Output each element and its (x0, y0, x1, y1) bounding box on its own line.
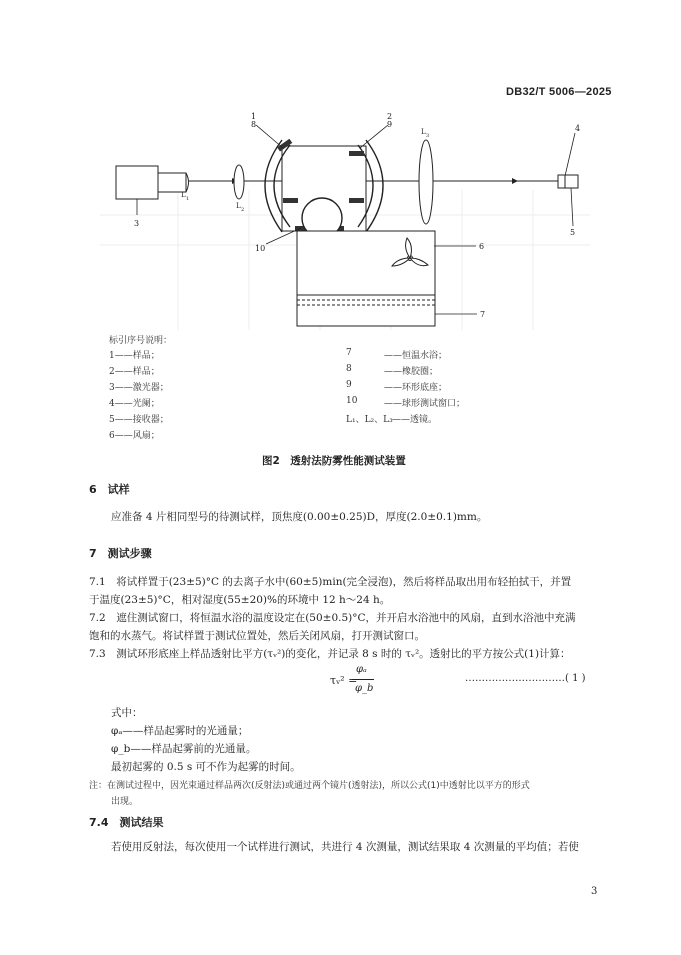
legend-num: 7 (346, 348, 352, 358)
initial-fog-note: 最初起雾的 0.5 s 可不作为起雾的时间。 (111, 761, 301, 773)
legend-text: ——透镜。 (392, 415, 438, 425)
label-4: 4 (575, 124, 581, 133)
definition-phi-b: φ_b——样品起雾前的光通量。 (111, 743, 257, 755)
section-6-text: 应准备 4 片相同型号的待测试样，顶焦度(0.00±0.25)D，厚度(2.0±0.1)mm。 (111, 511, 488, 523)
label-l3: L (421, 128, 426, 136)
lens-l3 (419, 140, 433, 224)
legend-item: 4——光阑； (109, 399, 160, 409)
legend-text: ——球形测试窗口； (384, 399, 466, 409)
label-3: 3 (134, 219, 140, 228)
laser-nozzle (158, 173, 186, 192)
fraction-bar (352, 679, 374, 680)
label-5: 5 (570, 228, 576, 237)
page-number: 3 (591, 886, 598, 897)
label-l1: L (181, 191, 186, 199)
section-7-heading: 7 测试步骤 (89, 547, 152, 560)
laser-body (116, 166, 158, 199)
para-7-4: 若使用反射法，每次使用一个试样进行测试，共进行 4 次测量，测试结果取 4 次测量的平均值；若使 (111, 841, 579, 853)
label-8: 8 (251, 120, 257, 129)
legend-item: 6——风扇； (109, 431, 160, 441)
legend-item: 2——样品； (109, 367, 160, 377)
legend-item: 1——样品； (109, 351, 160, 361)
note-line1: 注：在测试过程中，因光束通过样品两次(反射法)或通过两个镜片(透射法)，所以公式(1)中透射比以平方的形式 (89, 781, 530, 791)
where-label: 式中： (111, 707, 143, 719)
label-6: 6 (479, 242, 485, 251)
para-7-1-line1: 7.1 将试样置于(23±5)°C 的去离子水中(60±5)min(完全浸泡)，然后将样品取出用布轻拍拭干，并置 (89, 576, 572, 588)
label-l1-sub: 1 (186, 196, 190, 202)
definition-phi-a: φₐ——样品起雾时的光通量； (111, 725, 249, 737)
section-6-heading: 6 试样 (89, 483, 130, 496)
legend-num: 9 (346, 380, 352, 390)
note-line2: 出现。 (111, 797, 139, 807)
formula-numerator: φₐ (356, 664, 367, 675)
legend-item: 3——激光器； (109, 383, 169, 393)
para-7-1-line2: 于温度(23±5)°C，相对湿度(55±20)%的环境中 12 h～24 h。 (89, 594, 391, 606)
para-7-2-line2: 饱和的水蒸气。将试样置于测试位置处，然后关闭风扇，打开测试窗口。 (89, 630, 425, 642)
section-7-4-heading: 7.4 测试结果 (89, 816, 164, 829)
figure-caption: 图2 透射法防雾性能测试装置 (262, 455, 406, 467)
legend-title: 标引序号说明： (109, 336, 173, 346)
legend-item: 5——接收器； (109, 415, 169, 425)
legend-num: 10 (346, 396, 358, 406)
formula-number: …………………………( 1 ) (465, 673, 586, 684)
legend-text: ——环形底座； (384, 383, 448, 393)
legend-num: L₁、L₂、L₃ (346, 415, 393, 425)
formula-denominator: φ_b (355, 683, 374, 694)
formula-lhs: τᵥ² = (330, 674, 358, 687)
test-apparatus-diagram (0, 0, 681, 330)
legend-text: ——恒温水浴； (384, 351, 448, 361)
receiver (558, 175, 578, 188)
para-7-3-line1: 7.3 测试环形底座上样品透射比平方(τᵥ²)的变化，并记录 8 s 时的 τᵥ²。透射比的平方按公式(1)计算： (89, 648, 571, 660)
label-l3-sub: 3 (426, 133, 430, 139)
label-2: 2 (387, 112, 393, 121)
document-id: DB32/T 5006—2025 (506, 86, 612, 98)
label-9: 9 (387, 120, 393, 129)
label-10: 10 (255, 244, 266, 253)
label-7: 7 (480, 310, 486, 319)
label-l2-sub: 2 (241, 207, 245, 213)
para-7-2-line1: 7.2 遮住测试窗口，将恒温水浴的温度设定在(50±0.5)°C，并开启水浴池中的风扇，直到水浴池中充满 (89, 612, 576, 624)
label-1: 1 (251, 112, 257, 121)
water-bath (297, 231, 435, 326)
legend-text: ——橡胶圈； (384, 367, 439, 377)
lens-l2 (234, 165, 244, 199)
label-l2: L (236, 202, 241, 210)
legend-num: 8 (346, 364, 352, 374)
